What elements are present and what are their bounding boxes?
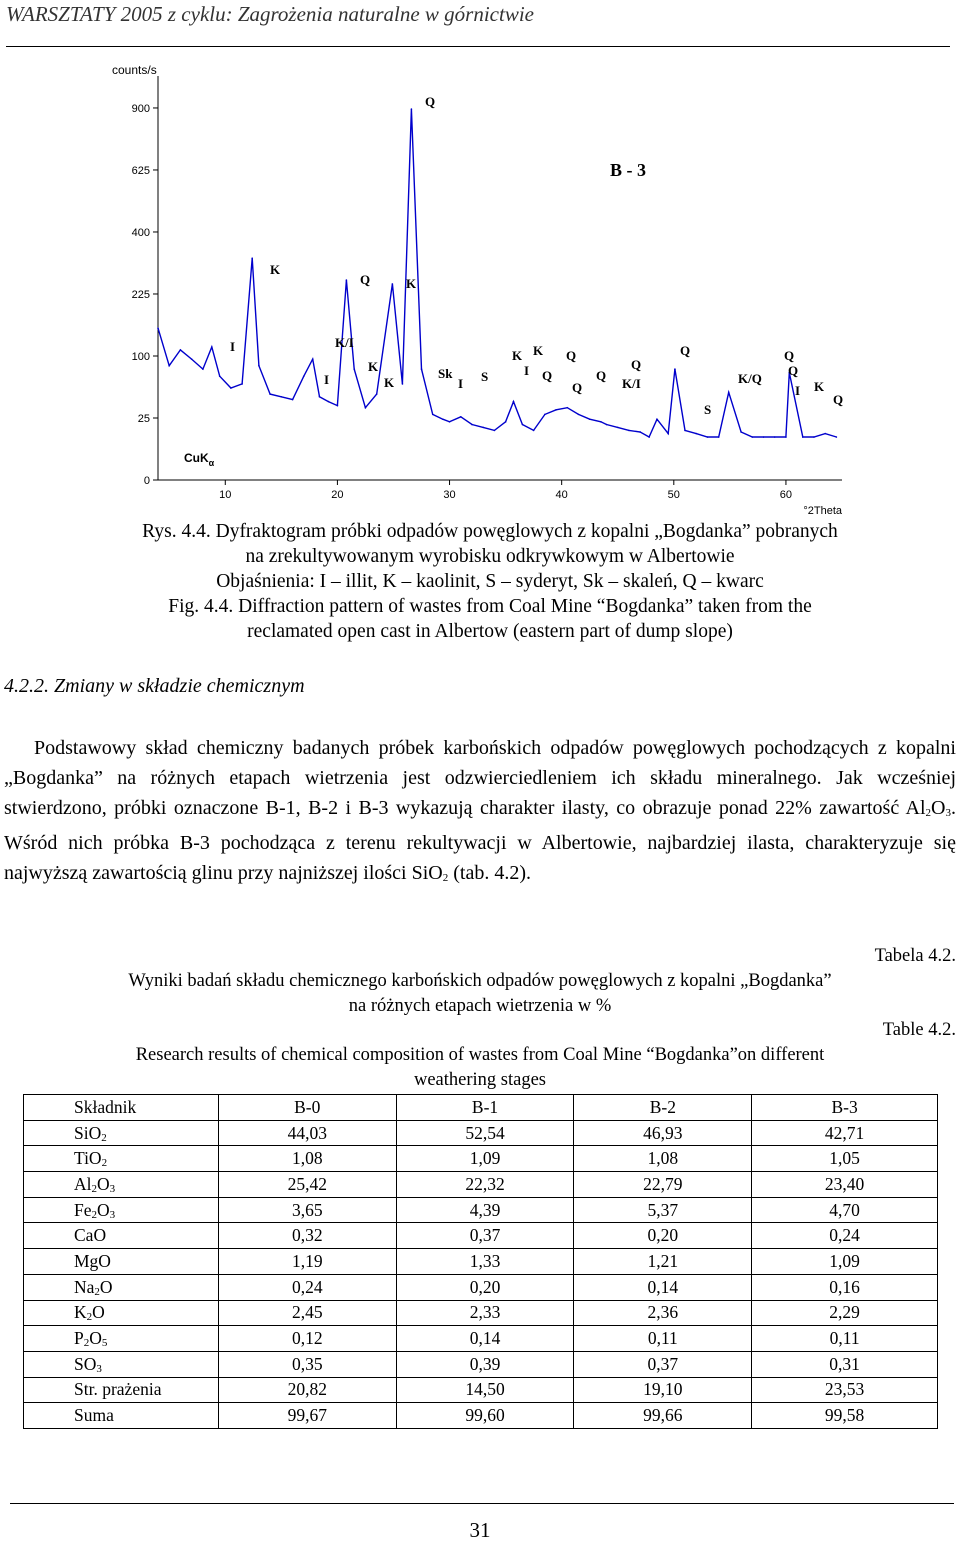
x-axis-label: °2Theta bbox=[803, 505, 842, 517]
cell-value: 99,60 bbox=[396, 1403, 574, 1429]
peak-label: Q bbox=[788, 363, 799, 378]
component-name: $Fe_2O_3$ bbox=[24, 1197, 219, 1223]
table-label-pl: Tabela 4.2. bbox=[874, 946, 956, 966]
data-point bbox=[312, 358, 314, 360]
peak-label: Q bbox=[360, 272, 371, 287]
data-point bbox=[168, 365, 170, 367]
data-point bbox=[346, 279, 348, 281]
header-sample: B-0 bbox=[218, 1095, 396, 1121]
paragraph-text: . Wśród nich próbka B-3 pochodząca z terenu rekultywacji w Albertowie, najbardziej ilasta, charakteryzuje się najwyższą zawartością glinu przy najniższej ilości SiO bbox=[4, 797, 956, 884]
table-title-line: Wyniki badań składu chemicznego karbońskich odpadów powęglowych z kopalni „Bogdanka” bbox=[128, 971, 832, 991]
table-title-pl bbox=[60, 969, 900, 1019]
page-number: 31 bbox=[469, 1518, 491, 1542]
data-point bbox=[836, 436, 838, 438]
data-point bbox=[230, 387, 232, 389]
cell-value: 19,10 bbox=[574, 1377, 752, 1403]
subscript: 2 bbox=[442, 872, 449, 884]
table-title-line: na różnych etapach wietrzenia w % bbox=[348, 996, 612, 1016]
data-point bbox=[211, 346, 213, 348]
table-row bbox=[24, 1326, 938, 1352]
cell-value: 44,03 bbox=[218, 1120, 396, 1146]
header-component: Składnik bbox=[24, 1095, 219, 1121]
series-line bbox=[158, 109, 836, 437]
cell-value: 52,54 bbox=[396, 1120, 574, 1146]
peak-label: Q bbox=[566, 348, 577, 363]
paragraph-text: O bbox=[931, 797, 946, 819]
cell-value: 0,37 bbox=[396, 1223, 574, 1249]
peak-label: K bbox=[406, 276, 417, 291]
data-point bbox=[606, 424, 608, 426]
table-row bbox=[24, 1223, 938, 1249]
data-point bbox=[258, 365, 260, 367]
data-point bbox=[269, 393, 271, 395]
cell-value: 2,33 bbox=[396, 1300, 574, 1326]
data-point bbox=[589, 418, 591, 420]
data-point bbox=[337, 405, 339, 407]
data-point bbox=[219, 375, 221, 377]
component-name: $K_2O$ bbox=[24, 1300, 219, 1326]
caption-pl-line: Rys. 4.4. Dyfraktogram próbki odpadów powęglowych z kopalni „Bogdanka” pobranych bbox=[142, 521, 838, 542]
legend-text: CuK$_\alpha$ bbox=[184, 451, 215, 468]
data-point bbox=[802, 436, 804, 438]
peak-label: K bbox=[512, 348, 523, 363]
cell-value: 2,45 bbox=[218, 1300, 396, 1326]
data-point bbox=[813, 436, 815, 438]
peak-label: I bbox=[458, 376, 464, 391]
paragraph-text: Podstawowy skład chemiczny badanych próbek karbońskich odpadów powęglowych pochodzących z kopalni „Bogdanka” na różnych etapach wietrzenia jest odzwierciedleniem ich składu mineralnego. Jak wcześniej stwierdzono, próbki oznaczone B-1, B-2 i B-3 wykazują charakter ilasty, co obrazuje ponad 22% zawartość Al bbox=[4, 737, 956, 819]
cell-value: 0,37 bbox=[574, 1351, 752, 1377]
data-point bbox=[824, 433, 826, 435]
data-point bbox=[728, 392, 730, 394]
cell-value: 0,11 bbox=[574, 1326, 752, 1352]
paragraph-text: (tab. 4.2). bbox=[448, 862, 532, 884]
peak-label: Q bbox=[596, 368, 607, 383]
data-point bbox=[251, 257, 253, 259]
peak-label: Sk bbox=[438, 366, 453, 381]
component-name: $Na_2O$ bbox=[24, 1274, 219, 1300]
diffractogram-chart bbox=[100, 62, 860, 522]
table-body bbox=[24, 1120, 938, 1428]
data-point bbox=[281, 396, 283, 398]
chart-title: B - 3 bbox=[610, 160, 646, 180]
data-point bbox=[617, 427, 619, 429]
x-tick-label: 20 bbox=[331, 489, 344, 501]
cell-value: 0,35 bbox=[218, 1351, 396, 1377]
peak-label: Q bbox=[833, 392, 844, 407]
caption-pl-line: na zrekultywowanym wyrobisku odkrywkowym w Albertowie bbox=[245, 546, 735, 567]
data-point bbox=[505, 421, 507, 423]
component-name: Str. prażenia bbox=[24, 1377, 219, 1403]
data-point bbox=[718, 436, 720, 438]
section-title: 4.2.2. Zmiany w składzie chemicznym bbox=[4, 675, 305, 697]
caption-en-line: Fig. 4.4. Diffraction pattern of wastes from Coal Mine “Bogdanka” taken from the bbox=[168, 596, 812, 617]
data-point bbox=[191, 358, 193, 360]
data-point bbox=[319, 396, 321, 398]
header-divider bbox=[6, 46, 950, 47]
x-tick-label: 30 bbox=[443, 489, 456, 501]
cell-value: 0,12 bbox=[218, 1326, 396, 1352]
data-point bbox=[544, 414, 546, 416]
data-point bbox=[460, 416, 462, 418]
cell-value: 3,65 bbox=[218, 1197, 396, 1223]
component-name: CaO bbox=[24, 1223, 219, 1249]
data-point bbox=[628, 430, 630, 432]
cell-value: 0,14 bbox=[396, 1326, 574, 1352]
cell-value: 46,93 bbox=[574, 1120, 752, 1146]
peak-label: I bbox=[524, 363, 530, 378]
peak-label: Q bbox=[425, 94, 436, 109]
table-row bbox=[24, 1274, 938, 1300]
cell-value: 1,09 bbox=[396, 1146, 574, 1172]
peak-label: K bbox=[814, 379, 825, 394]
cell-value: 0,24 bbox=[752, 1223, 938, 1249]
caption-en-line: reclamated open cast in Albertow (eastern part of dump slope) bbox=[247, 621, 733, 642]
data-point bbox=[667, 433, 669, 435]
table-title-line: weathering stages bbox=[413, 1070, 547, 1090]
cell-value: 1,09 bbox=[752, 1249, 938, 1275]
chemical-composition-table bbox=[23, 1094, 938, 1429]
footer-divider bbox=[10, 1503, 954, 1504]
data-point bbox=[684, 430, 686, 432]
peak-label: I bbox=[230, 339, 236, 354]
data-point bbox=[365, 407, 367, 409]
cell-value: 42,71 bbox=[752, 1120, 938, 1146]
cell-value: 0,31 bbox=[752, 1351, 938, 1377]
cell-value: 0,20 bbox=[396, 1274, 574, 1300]
peak-label: Q bbox=[680, 343, 691, 358]
peak-label: K bbox=[533, 343, 544, 358]
cell-value: 14,50 bbox=[396, 1377, 574, 1403]
running-header: WARSZTATY 2005 z cyklu: Zagrożenia naturalne w górnictwie bbox=[6, 2, 534, 26]
peak-label: K bbox=[384, 375, 395, 390]
data-point bbox=[494, 430, 496, 432]
data-point bbox=[707, 436, 709, 438]
y-tick-label: 25 bbox=[137, 412, 150, 425]
data-point bbox=[522, 424, 524, 426]
cell-value: 20,82 bbox=[218, 1377, 396, 1403]
cell-value: 4,70 bbox=[752, 1197, 938, 1223]
data-point bbox=[421, 368, 423, 370]
figure-caption-en bbox=[60, 594, 920, 644]
cell-value: 99,66 bbox=[574, 1403, 752, 1429]
cell-value: 25,42 bbox=[218, 1172, 396, 1198]
data-point bbox=[411, 108, 413, 110]
data-point bbox=[328, 401, 330, 403]
y-tick-label: 0 bbox=[143, 475, 150, 487]
table-title-line: Research results of chemical composition of wastes from Coal Mine “Bogdanka”on different bbox=[135, 1045, 825, 1065]
data-point bbox=[674, 368, 676, 370]
y-tick-label: 400 bbox=[131, 226, 150, 239]
y-tick-label: 625 bbox=[131, 164, 150, 177]
data-point bbox=[695, 433, 697, 435]
data-point bbox=[648, 436, 650, 438]
component-name: $Al_2O_3$ bbox=[24, 1172, 219, 1198]
caption-pl-line: Objaśnienia: I – illit, K – kaolinit, S – syderyt, Sk – skaleń, Q – kwarc bbox=[216, 571, 764, 592]
peak-label: K/I bbox=[335, 335, 354, 350]
table-row bbox=[24, 1146, 938, 1172]
cell-value: 99,58 bbox=[752, 1403, 938, 1429]
peak-label: S bbox=[704, 402, 712, 417]
component-name: TiO$_2$ bbox=[24, 1146, 219, 1172]
x-tick-label: 50 bbox=[667, 489, 680, 501]
peak-label: Q bbox=[784, 348, 795, 363]
table-row bbox=[24, 1300, 938, 1326]
x-tick-label: 40 bbox=[555, 489, 568, 501]
cell-value: 0,16 bbox=[752, 1274, 938, 1300]
cell-value: 2,29 bbox=[752, 1300, 938, 1326]
cell-value: 0,39 bbox=[396, 1351, 574, 1377]
data-point bbox=[785, 436, 787, 438]
data-point bbox=[392, 283, 394, 285]
component-name: $P_2O_5$ bbox=[24, 1326, 219, 1352]
data-point bbox=[482, 427, 484, 429]
data-point bbox=[774, 436, 776, 438]
peak-label: K bbox=[368, 359, 379, 374]
cell-value: 99,67 bbox=[218, 1403, 396, 1429]
data-point bbox=[432, 414, 434, 416]
data-point bbox=[292, 399, 294, 401]
data-point bbox=[202, 368, 204, 370]
table-row bbox=[24, 1403, 938, 1429]
cell-value: 0,11 bbox=[752, 1326, 938, 1352]
y-axis-label: counts/s bbox=[112, 63, 157, 77]
data-point bbox=[303, 375, 305, 377]
body-paragraph bbox=[4, 733, 956, 893]
data-point bbox=[740, 431, 742, 433]
data-point bbox=[656, 418, 658, 420]
data-point bbox=[180, 349, 182, 351]
peak-label: Q bbox=[572, 380, 583, 395]
data-point bbox=[376, 393, 378, 395]
data-point bbox=[402, 383, 404, 385]
table-row bbox=[24, 1249, 938, 1275]
component-name: Suma bbox=[24, 1403, 219, 1429]
cell-value: 22,79 bbox=[574, 1172, 752, 1198]
table-header-row bbox=[24, 1095, 938, 1121]
data-point bbox=[513, 401, 515, 403]
table-label-en: Table 4.2. bbox=[882, 1020, 956, 1040]
data-point bbox=[241, 383, 243, 385]
y-tick-label: 225 bbox=[131, 288, 150, 301]
cell-value: 1,08 bbox=[574, 1146, 752, 1172]
data-point bbox=[353, 368, 355, 370]
data-point bbox=[578, 414, 580, 416]
data-point bbox=[442, 418, 444, 420]
cell-value: 0,24 bbox=[218, 1274, 396, 1300]
x-tick-label: 60 bbox=[779, 489, 793, 501]
cell-value: 0,20 bbox=[574, 1223, 752, 1249]
cell-value: 0,32 bbox=[218, 1223, 396, 1249]
peak-label: K bbox=[270, 262, 281, 277]
cell-value: 23,40 bbox=[752, 1172, 938, 1198]
y-tick-label: 100 bbox=[131, 350, 150, 363]
cell-value: 5,37 bbox=[574, 1197, 752, 1223]
x-tick-label: 10 bbox=[219, 489, 232, 501]
table-title-en bbox=[60, 1043, 900, 1093]
cell-value: 1,08 bbox=[218, 1146, 396, 1172]
data-point bbox=[751, 436, 753, 438]
peak-label: Q bbox=[542, 368, 553, 383]
component-name: $SO_3$ bbox=[24, 1351, 219, 1377]
subscript: 2 bbox=[925, 807, 932, 819]
table-row bbox=[24, 1351, 938, 1377]
component-name: SiO$_2$ bbox=[24, 1120, 219, 1146]
subscript: 3 bbox=[945, 807, 951, 819]
header-sample: B-2 bbox=[574, 1095, 752, 1121]
peak-label: S bbox=[481, 369, 489, 384]
component-name: MgO bbox=[24, 1249, 219, 1275]
data-point bbox=[533, 430, 535, 432]
cell-value: 4,39 bbox=[396, 1197, 574, 1223]
data-point bbox=[600, 421, 602, 423]
cell-value: 0,14 bbox=[574, 1274, 752, 1300]
table-row bbox=[24, 1377, 938, 1403]
header-sample: B-3 bbox=[752, 1095, 938, 1121]
data-point bbox=[639, 431, 641, 433]
cell-value: 2,36 bbox=[574, 1300, 752, 1326]
cell-value: 1,21 bbox=[574, 1249, 752, 1275]
cell-value: 22,32 bbox=[396, 1172, 574, 1198]
data-point bbox=[449, 421, 451, 423]
data-point bbox=[566, 407, 568, 409]
peak-label: K/Q bbox=[738, 371, 762, 386]
table-row bbox=[24, 1172, 938, 1198]
peak-label: I bbox=[795, 383, 801, 398]
cell-value: 1,19 bbox=[218, 1249, 396, 1275]
peak-label: I bbox=[324, 372, 330, 387]
header-sample: B-1 bbox=[396, 1095, 574, 1121]
data-point bbox=[763, 436, 765, 438]
peak-label: Q bbox=[631, 357, 642, 372]
data-point bbox=[471, 424, 473, 426]
data-point bbox=[555, 409, 557, 411]
cell-value: 1,05 bbox=[752, 1146, 938, 1172]
peak-label: K/I bbox=[622, 376, 641, 391]
figure-caption-pl bbox=[60, 519, 920, 594]
table-row bbox=[24, 1120, 938, 1146]
cell-value: 23,53 bbox=[752, 1377, 938, 1403]
table-row bbox=[24, 1197, 938, 1223]
cell-value: 1,33 bbox=[396, 1249, 574, 1275]
y-tick-label: 900 bbox=[131, 102, 150, 115]
data-point bbox=[157, 327, 159, 329]
